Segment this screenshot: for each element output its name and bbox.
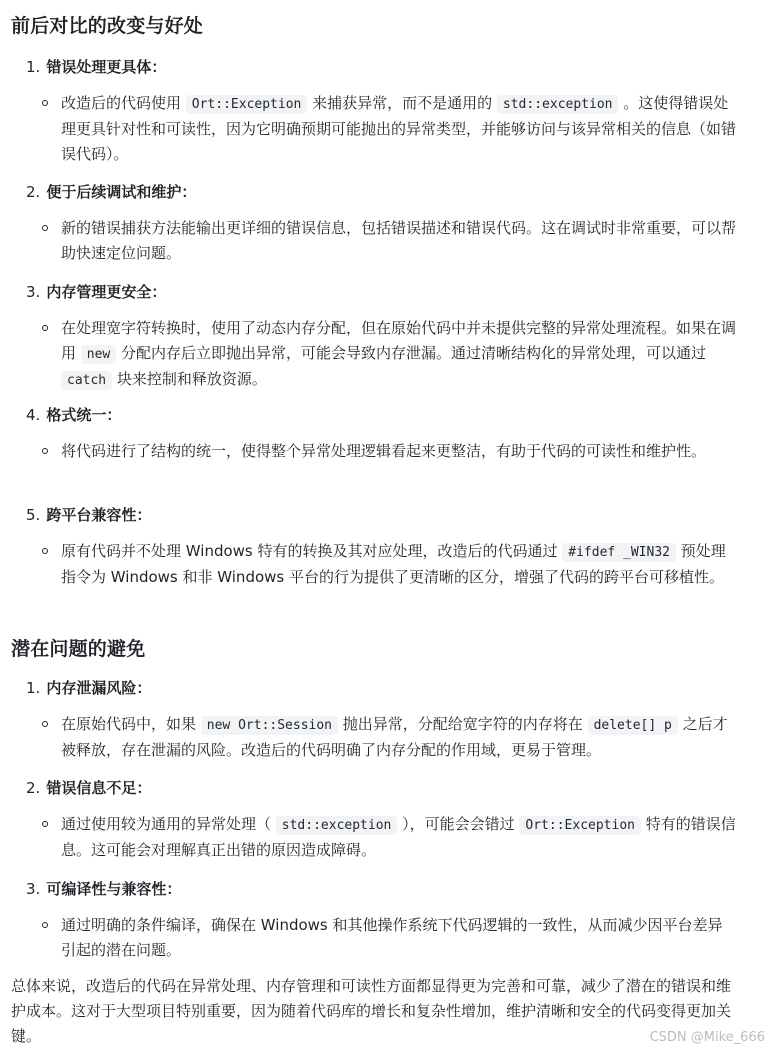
section-title-issues: 潜在问题的避免 <box>11 638 146 660</box>
bullet-text <box>61 216 737 266</box>
text-run: 在处理宽字符转换时，使用了动态内存分配，但在原始代码中并未提供完整的异常处理流程。如果在调用 <box>61 319 737 362</box>
inline-code: new Ort::Session <box>201 716 338 735</box>
list-number: 1. <box>26 679 41 697</box>
inline-code: delete[] p <box>588 716 678 735</box>
inline-code: std::exception <box>276 816 398 835</box>
inline-code: std::exception <box>497 95 619 114</box>
text-run: 原有代码并不处理 Windows 特有的转换及其对应处理，改造后的代码通过 <box>61 542 563 560</box>
list-item-heading <box>26 777 151 798</box>
list-number: 4. <box>26 406 41 424</box>
list-number: 2. <box>26 779 41 797</box>
list-heading-text: 错误处理更具体： <box>46 58 167 76</box>
list-heading-text: 内存泄漏风险： <box>46 679 152 697</box>
list-heading-text: 格式统一： <box>46 406 122 424</box>
text-run: 通过使用较为通用的异常处理（ <box>61 815 276 833</box>
inline-code: Ort::Exception <box>519 816 641 835</box>
text-run: 。这使得错误处理更具针对性和可读性，因为它明确预期可能抛出的异常类型，并能够访问与该异常相关的信息（如错误代码）。 <box>61 94 737 163</box>
bullet-text <box>61 913 737 963</box>
text-run: 特有的错误信息。这可能会对理解真正出错的原因造成障碍。 <box>61 815 736 859</box>
list-heading-text: 可编译性与兼容性： <box>46 880 182 898</box>
text-run: 改造后的代码使用 <box>61 94 186 112</box>
bullet-icon <box>42 922 48 928</box>
watermark: CSDN @Mike_666 <box>649 1030 765 1045</box>
bullet-text <box>61 439 737 464</box>
bullet-text <box>61 712 737 763</box>
text-run: 抛出异常，分配给宽字符的内存将在 <box>338 715 588 733</box>
list-heading-text: 内存管理更安全： <box>46 283 167 301</box>
list-item-heading <box>26 504 151 525</box>
bullet-icon <box>42 548 48 554</box>
list-number: 5. <box>26 506 41 524</box>
bullet-icon <box>42 821 48 827</box>
bullet-text <box>61 539 737 590</box>
bullet-icon <box>42 721 48 727</box>
bullet-icon <box>42 448 48 454</box>
bullet-text <box>61 812 737 863</box>
list-item-heading <box>26 677 151 698</box>
list-item-heading <box>26 281 166 302</box>
inline-code: Ort::Exception <box>186 95 308 114</box>
list-item-heading <box>26 404 121 425</box>
bullet-icon <box>42 325 48 331</box>
summary-paragraph: 总体来说，改造后的代码在异常处理、内存管理和可读性方面都显得更为完善和可靠，减少了潜在的错误和维护成本。这对于大型项目特别重要，因为随着代码库的增长和复杂性增加，维护清晰和安全的代码变得更加关键。 <box>11 977 732 1045</box>
text-run: ），可能会会错过 <box>397 815 520 833</box>
text-run: 分配内存后立即抛出异常，可能会导致内存泄漏。通过清晰结构化的异常处理，可以通过 <box>116 344 707 362</box>
bullet-icon <box>42 100 48 106</box>
text-run: 来捕获异常，而不是通用的 <box>307 94 497 112</box>
inline-code: #ifdef _WIN32 <box>562 543 676 562</box>
text-run: 新的错误捕获方法能输出更详细的错误信息，包括错误描述和错误代码。这在调试时非常重要，可以帮助快速定位问题。 <box>61 219 737 262</box>
inline-code: new <box>81 345 116 364</box>
list-number: 2. <box>26 183 41 201</box>
list-item-heading <box>26 181 196 202</box>
text-run: 通过明确的条件编译，确保在 Windows 和其他操作系统下代码逻辑的一致性，从而减少因平台差异引起的潜在问题。 <box>61 916 723 959</box>
text-run: 将代码进行了结构的统一，使得整个异常处理逻辑看起来更整洁，有助于代码的可读性和维护性。 <box>61 442 707 460</box>
text-run: 预处理指令为 Windows 和非 Windows 平台的行为提供了更清晰的区分，增强了代码的跨平台可移植性。 <box>61 542 726 586</box>
inline-code: catch <box>61 371 112 390</box>
bullet-text <box>61 91 737 167</box>
list-item-heading <box>26 56 166 77</box>
bullet-icon <box>42 225 48 231</box>
bullet-text <box>61 316 737 393</box>
text-run: 块来控制和释放资源。 <box>112 370 267 388</box>
text-run: 之后才被释放，存在泄漏的风险。改造后的代码明确了内存分配的作用域，更易于管理。 <box>61 715 728 759</box>
section-title-comparison: 前后对比的改变与好处 <box>11 15 204 37</box>
list-heading-text: 跨平台兼容性： <box>46 506 152 524</box>
list-heading-text: 便于后续调试和维护： <box>46 183 197 201</box>
list-number: 3. <box>26 283 41 301</box>
list-item-heading <box>26 878 181 899</box>
list-number: 1. <box>26 58 41 76</box>
text-run: 在原始代码中，如果 <box>61 715 201 733</box>
list-number: 3. <box>26 880 41 898</box>
list-heading-text: 错误信息不足： <box>46 779 152 797</box>
